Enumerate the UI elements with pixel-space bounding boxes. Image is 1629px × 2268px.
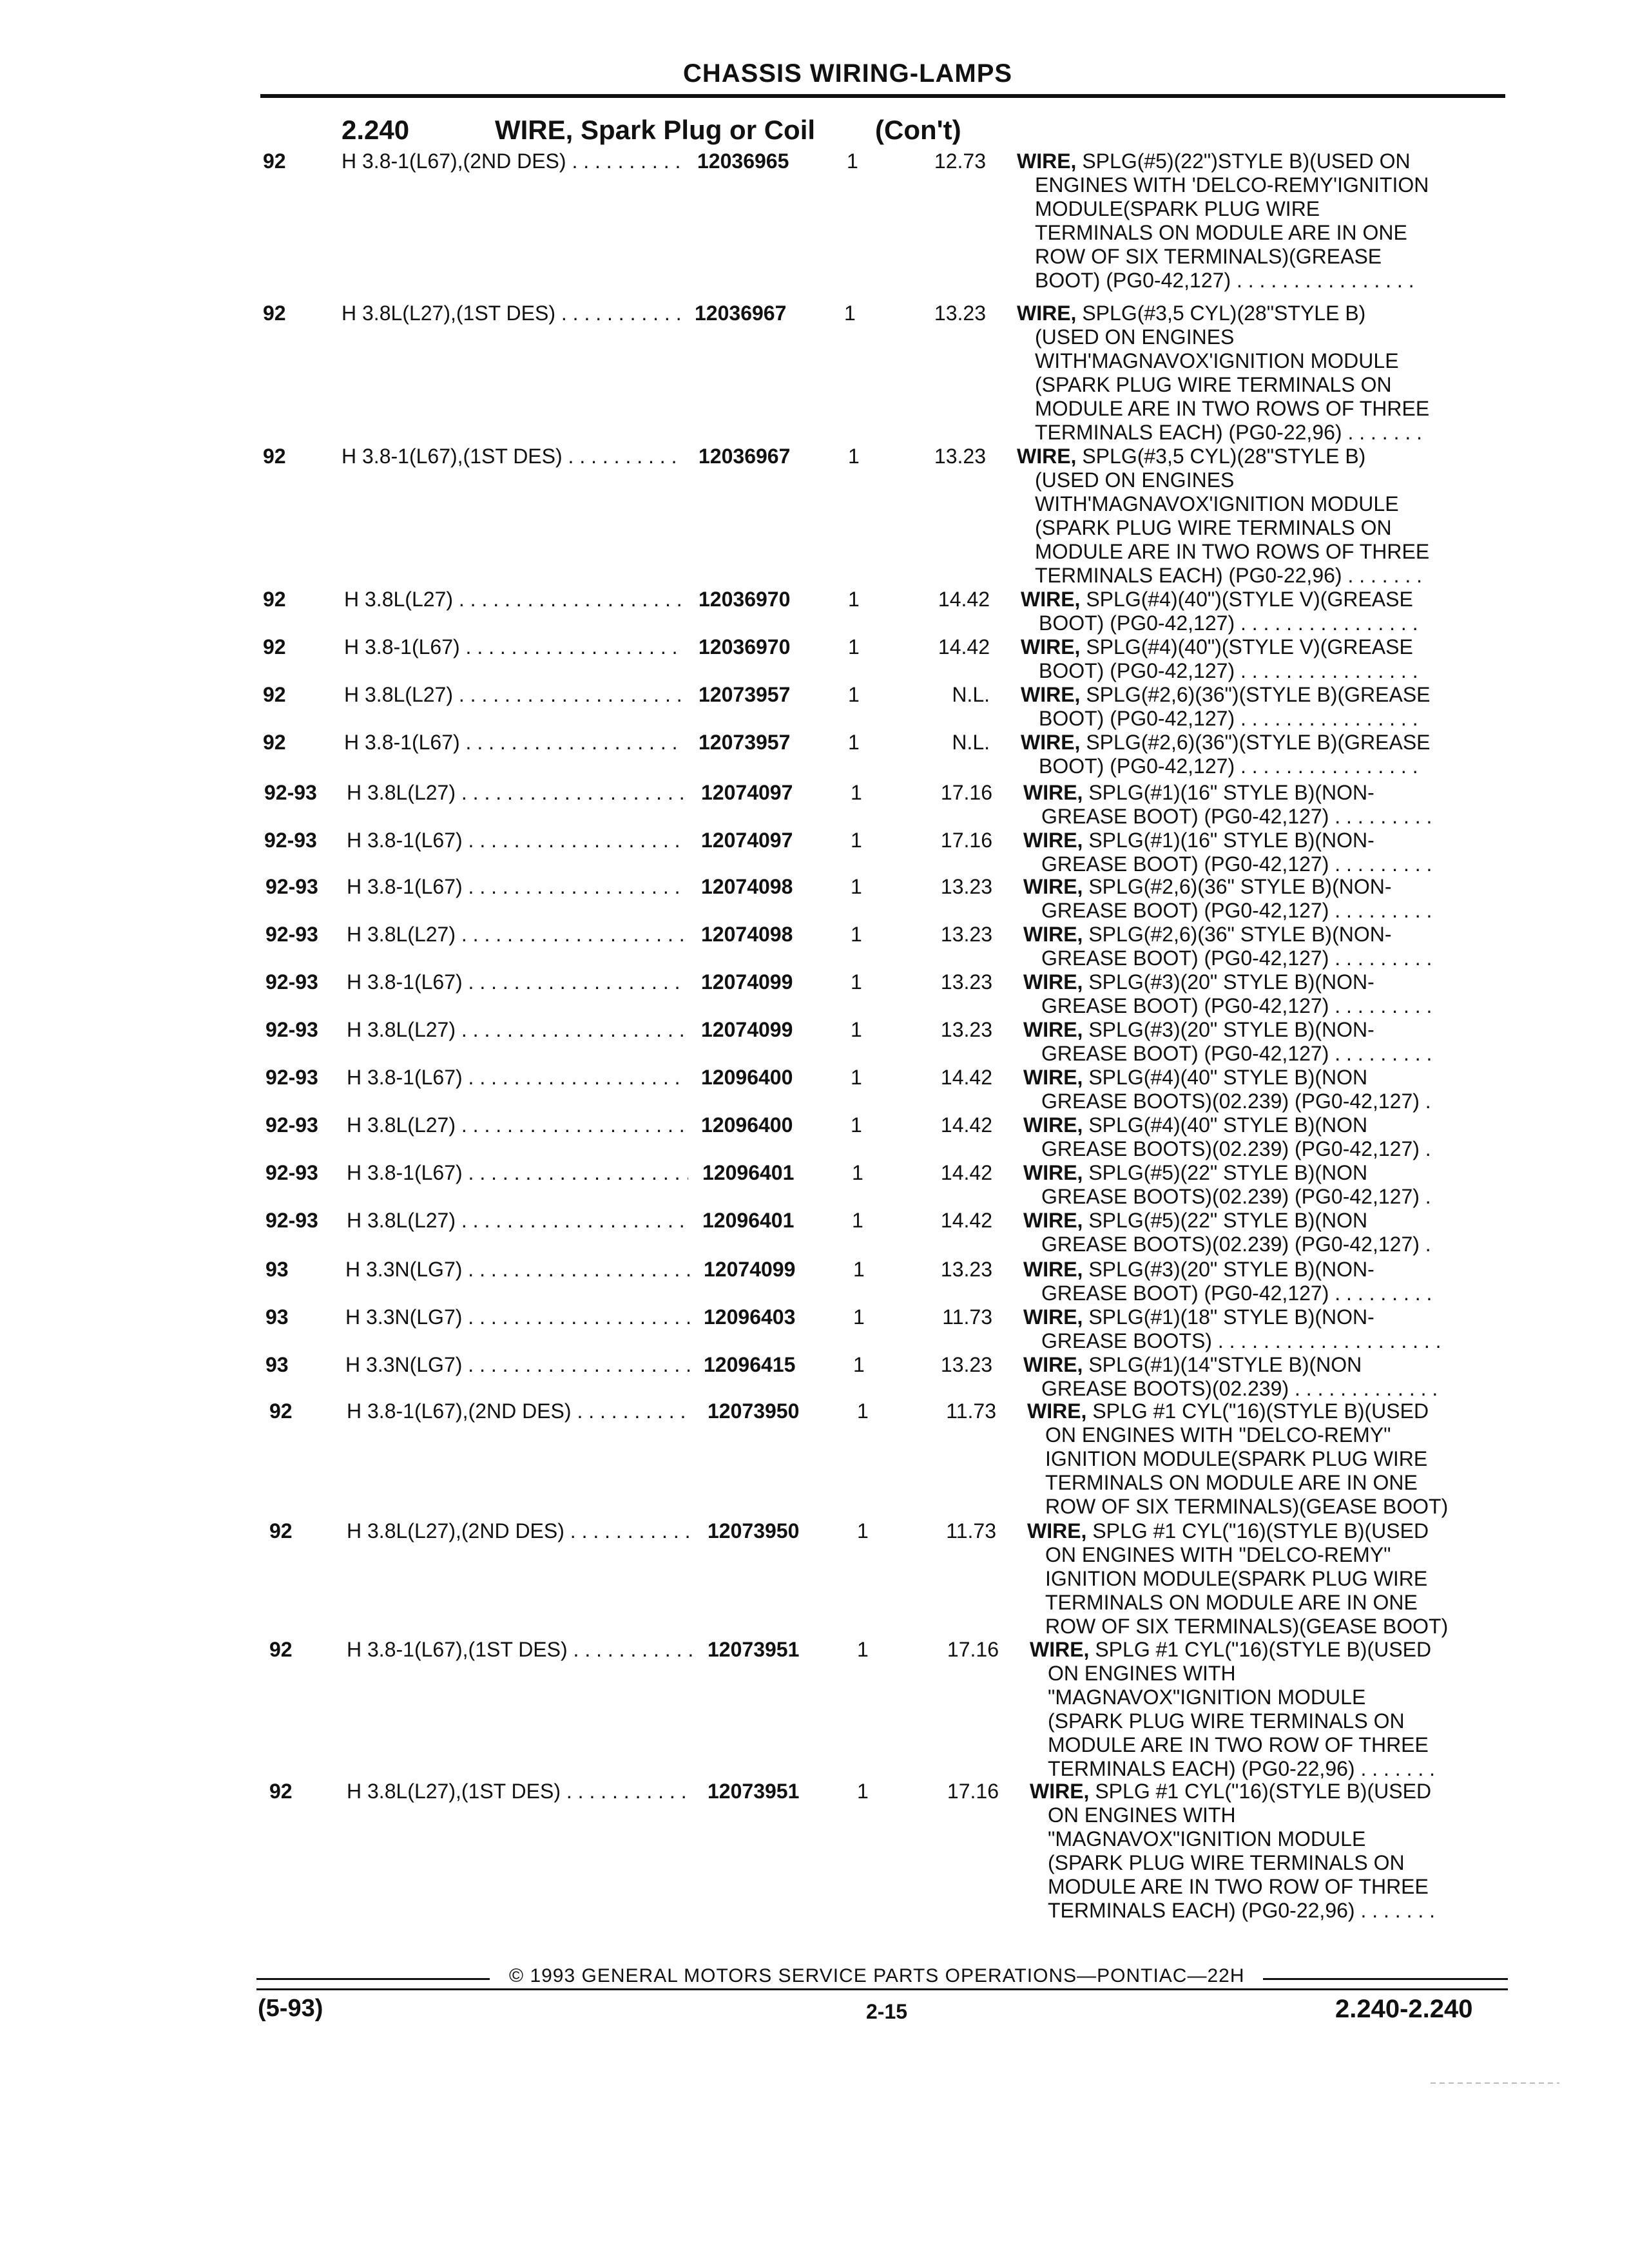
price: 17.16 [940, 829, 992, 852]
description-text: SPLG(#4)(40" STYLE B)(NON [1088, 1113, 1368, 1137]
part-number: 12073951 [708, 1638, 800, 1661]
description-line: GREASE BOOTS)(02.239) (PG0-42,127) . [1041, 1185, 1431, 1208]
part-number: 12096403 [704, 1305, 796, 1329]
description-label: WIRE, [1021, 588, 1081, 611]
description-line: (SPARK PLUG WIRE TERMINALS ON [1035, 516, 1392, 539]
price: 13.23 [940, 1353, 992, 1376]
description-label: WIRE, [1021, 635, 1081, 658]
price: 13.23 [940, 1018, 992, 1041]
model-year: 92 [269, 1519, 293, 1542]
price: 13.23 [940, 875, 992, 898]
description-text: SPLG(#3,5 CYL)(28"STYLE B) [1082, 302, 1366, 325]
description-text: SPLG(#3)(20" STYLE B)(NON- [1088, 1258, 1374, 1281]
quantity: 1 [851, 829, 862, 852]
description-line [1023, 781, 1487, 805]
description-text: SPLG #1 CYL("16)(STYLE B)(USED [1092, 1519, 1429, 1542]
quantity: 1 [853, 1258, 865, 1281]
model-year: 92 [269, 1638, 293, 1661]
description-line [1017, 445, 1481, 468]
application: H 3.3N(LG7) . . . [345, 1353, 689, 1377]
description [1021, 588, 1485, 635]
description-line: TERMINALS EACH) (PG0-22,96) . . . . . . . [1048, 1757, 1436, 1780]
section-number: 2.240 [342, 115, 410, 145]
description-line [1023, 1258, 1487, 1282]
description-label: WIRE, [1023, 1161, 1083, 1184]
page-header-title: CHASSIS WIRING-LAMPS [683, 59, 1013, 88]
description-label: WIRE, [1021, 683, 1081, 706]
application: H 3.8-1(L67) . . . [347, 875, 687, 899]
price: 14.42 [940, 1161, 992, 1184]
description-line: GREASE BOOTS)(02.239) (PG0-42,127) . [1041, 1090, 1431, 1113]
description-line: ON ENGINES WITH [1048, 1803, 1236, 1827]
description-text: SPLG #1 CYL("16)(STYLE B)(USED [1095, 1638, 1432, 1661]
description-line: (SPARK PLUG WIRE TERMINALS ON [1048, 1709, 1405, 1733]
description [1021, 683, 1485, 731]
model-year: 92-93 [265, 1066, 318, 1089]
description-text: SPLG(#1)(14"STYLE B)(NON [1088, 1353, 1362, 1376]
description-text: SPLG(#2,6)(36")(STYLE B)(GREASE [1086, 731, 1431, 754]
description [1023, 1113, 1487, 1161]
part-number: 12074099 [701, 1018, 793, 1041]
description [1030, 1780, 1494, 1923]
description [1023, 829, 1487, 876]
description [1023, 1066, 1487, 1113]
application: H 3.8L(L27) . . . [347, 1209, 688, 1233]
description-text: SPLG(#1)(16" STYLE B)(NON- [1088, 829, 1374, 852]
description-label: WIRE, [1023, 1066, 1083, 1089]
part-number: 12074099 [701, 970, 793, 994]
description-line: ENGINES WITH 'DELCO-REMY'IGNITION [1035, 173, 1429, 197]
description [1023, 1353, 1487, 1401]
description [1023, 1209, 1487, 1256]
price: 14.42 [940, 1066, 992, 1089]
description-text: SPLG(#2,6)(36")(STYLE B)(GREASE [1086, 683, 1431, 706]
description-line: IGNITION MODULE(SPARK PLUG WIRE [1045, 1447, 1428, 1470]
part-number: 12073957 [699, 683, 791, 706]
description-line: (USED ON ENGINES [1035, 468, 1235, 492]
price: 11.73 [946, 1399, 996, 1423]
description-text: SPLG(#2,6)(36" STYLE B)(NON- [1088, 923, 1392, 946]
part-number: 12096415 [704, 1353, 796, 1376]
description [1017, 445, 1481, 588]
description [1023, 1258, 1487, 1305]
model-year: 92-93 [264, 781, 317, 804]
quantity: 1 [851, 923, 862, 946]
description-line: GREASE BOOT) (PG0-42,127) . . . . . . . . . [1041, 852, 1432, 876]
part-number: 12074098 [701, 923, 793, 946]
application: H 3.8L(L27),(1ST DES) . . . [347, 1780, 693, 1803]
quantity: 1 [851, 781, 862, 804]
application: H 3.8-1(L67) . . . [347, 1066, 687, 1090]
description [1027, 1519, 1491, 1639]
quantity: 1 [851, 970, 862, 994]
part-number: 12074097 [701, 781, 793, 804]
scan-artifact [1431, 2082, 1559, 2084]
description-line: GREASE BOOT) (PG0-42,127) . . . . . . . . . [1041, 899, 1432, 922]
quantity: 1 [851, 875, 862, 898]
description-line: GREASE BOOTS)(02.239) (PG0-42,127) . [1041, 1137, 1431, 1160]
part-number: 12096401 [702, 1209, 795, 1232]
description [1021, 635, 1485, 683]
part-number: 12096401 [702, 1161, 795, 1184]
description-line: GREASE BOOT) (PG0-42,127) . . . . . . . . . [1041, 947, 1432, 970]
part-number: 12036967 [699, 445, 791, 468]
price: 13.23 [934, 445, 986, 468]
description-line [1023, 970, 1487, 994]
quantity: 1 [857, 1399, 869, 1423]
application: H 3.8L(L27),(2ND DES) . . . [347, 1519, 693, 1543]
description [1023, 1161, 1487, 1209]
part-number: 12074097 [701, 829, 793, 852]
quantity: 1 [857, 1780, 869, 1803]
quantity: 1 [852, 1161, 863, 1184]
application: H 3.8-1(L67),(2ND DES) . . . [342, 149, 683, 173]
description-label: WIRE, [1023, 1305, 1083, 1329]
quantity: 1 [851, 1018, 862, 1041]
description-line: ROW OF SIX TERMINALS)(GREASE [1035, 245, 1382, 268]
description-line: GREASE BOOT) (PG0-42,127) . . . . . . . . . [1041, 805, 1432, 828]
description-line: TERMINALS ON MODULE ARE IN ONE [1035, 221, 1407, 244]
part-number: 12036965 [697, 149, 789, 173]
model-year: 92-93 [265, 1209, 318, 1232]
application: H 3.8-1(L67) . . . [344, 635, 684, 659]
part-number: 12036970 [699, 635, 791, 658]
footer-rule [256, 1988, 1508, 1990]
description-text: SPLG(#5)(22")STYLE B)(USED ON [1082, 149, 1411, 173]
description-line: BOOT) (PG0-42,127) . . . . . . . . . . . . . . . . [1035, 269, 1414, 292]
description-line: TERMINALS EACH) (PG0-22,96) . . . . . . . [1048, 1899, 1436, 1922]
model-year: 92 [263, 635, 286, 658]
description-line: (SPARK PLUG WIRE TERMINALS ON [1048, 1851, 1405, 1874]
description-line: TERMINALS EACH) (PG0-22,96) . . . . . . . [1035, 421, 1423, 444]
description-line: GREASE BOOTS) . . . . . . . . . . . . . . . . . . . . [1041, 1329, 1441, 1352]
application: H 3.8L(L27) . . . [347, 923, 687, 947]
description [1027, 1399, 1491, 1519]
quantity: 1 [857, 1519, 869, 1542]
part-number: 12074099 [704, 1258, 796, 1281]
description-label: WIRE, [1030, 1780, 1090, 1803]
price: 11.73 [946, 1519, 996, 1542]
footer-rule-right [1263, 1978, 1508, 1980]
description [1023, 970, 1487, 1018]
price: 13.23 [940, 1258, 992, 1281]
header-rule [260, 94, 1505, 98]
quantity: 1 [847, 149, 858, 173]
model-year: 92-93 [265, 1113, 318, 1137]
quantity: 1 [851, 1113, 862, 1137]
part-number: 12073950 [708, 1519, 800, 1542]
application: H 3.8-1(L67),(2ND DES) . . . [347, 1399, 693, 1423]
description-line: IGNITION MODULE(SPARK PLUG WIRE [1045, 1567, 1428, 1590]
part-number: 12036970 [699, 588, 791, 611]
description-line [1021, 683, 1485, 707]
quantity: 1 [857, 1638, 869, 1661]
description-label: WIRE, [1023, 1353, 1083, 1376]
description-line: GREASE BOOT) (PG0-42,127) . . . . . . . . . [1041, 1282, 1432, 1305]
description-line [1017, 149, 1481, 173]
application: H 3.8L(L27) . . . [344, 683, 684, 707]
description-line: MODULE ARE IN TWO ROW OF THREE [1048, 1875, 1429, 1898]
application: H 3.8-1(L67),(1ST DES) . . . [347, 1638, 693, 1662]
part-number: 12073957 [699, 731, 791, 754]
description-line [1027, 1399, 1491, 1423]
application: H 3.3N(LG7) . . . [345, 1258, 689, 1282]
description-line: MODULE ARE IN TWO ROWS OF THREE [1035, 397, 1430, 420]
part-number: 12074098 [701, 875, 793, 898]
quantity: 1 [851, 1066, 862, 1089]
quantity: 1 [848, 683, 860, 706]
description-line: WITH'MAGNAVOX'IGNITION MODULE [1035, 349, 1399, 372]
quantity: 1 [848, 588, 860, 611]
description [1030, 1638, 1494, 1781]
description-line [1023, 1353, 1487, 1377]
description-text: SPLG #1 CYL("16)(STYLE B)(USED [1092, 1399, 1429, 1423]
model-year: 92 [263, 302, 286, 325]
model-year: 92 [263, 445, 286, 468]
revision-date: (5-93) [258, 1995, 323, 2022]
description [1021, 731, 1485, 778]
model-year: 92-93 [265, 923, 318, 946]
description-line: ON ENGINES WITH [1048, 1662, 1236, 1685]
price: 14.42 [940, 1209, 992, 1232]
description-text: SPLG(#1)(16" STYLE B)(NON- [1088, 781, 1374, 804]
description-line: TERMINALS EACH) (PG0-22,96) . . . . . . . [1035, 564, 1423, 587]
page-number: 2-15 [866, 2000, 908, 2023]
description-line: TERMINALS ON MODULE ARE IN ONE [1045, 1591, 1418, 1614]
description-line: ON ENGINES WITH "DELCO-REMY" [1045, 1543, 1391, 1566]
description-line [1021, 588, 1485, 611]
description-line: BOOT) (PG0-42,127) . . . . . . . . . . . . . . . . [1039, 611, 1418, 635]
quantity: 1 [848, 635, 860, 658]
application: H 3.8-1(L67) . . . [344, 731, 684, 754]
price: 13.23 [940, 970, 992, 994]
description-text: SPLG(#5)(22" STYLE B)(NON [1088, 1161, 1368, 1184]
model-year: 92-93 [265, 875, 318, 898]
description-line: (SPARK PLUG WIRE TERMINALS ON [1035, 373, 1392, 396]
model-year: 93 [265, 1353, 289, 1376]
description-line: BOOT) (PG0-42,127) . . . . . . . . . . . . . . . . [1039, 659, 1418, 682]
model-year: 92 [263, 731, 286, 754]
application: H 3.8L(L27) . . . [347, 1018, 687, 1042]
application: H 3.8-1(L67) . . . [347, 1161, 688, 1185]
description-label: WIRE, [1021, 731, 1081, 754]
application: H 3.8-1(L67) . . . [347, 829, 687, 852]
description-line: TERMINALS ON MODULE ARE IN ONE [1045, 1471, 1418, 1494]
part-number: 12036967 [695, 302, 787, 325]
description-line: MODULE ARE IN TWO ROWS OF THREE [1035, 540, 1430, 563]
description-line [1021, 731, 1485, 754]
model-year: 92 [263, 683, 286, 706]
description [1023, 875, 1487, 923]
application: H 3.8L(L27),(1ST DES) . . . [342, 302, 680, 325]
description-label: WIRE, [1023, 1258, 1083, 1281]
quantity: 1 [853, 1305, 865, 1329]
quantity: 1 [853, 1353, 865, 1376]
price: N.L. [952, 683, 990, 706]
price: 14.42 [938, 635, 990, 658]
description-label: WIRE, [1023, 781, 1083, 804]
price: 17.16 [947, 1780, 999, 1803]
application: H 3.8L(L27) . . . [347, 781, 687, 805]
description-line: GREASE BOOTS)(02.239) . . . . . . . . . . . . . [1041, 1377, 1438, 1400]
description-line [1023, 1161, 1487, 1185]
description-text: SPLG(#4)(40")(STYLE V)(GREASE [1086, 635, 1413, 658]
description-text: SPLG(#3)(20" STYLE B)(NON- [1088, 970, 1374, 994]
description-label: WIRE, [1023, 1209, 1083, 1232]
description-line [1030, 1780, 1494, 1803]
model-year: 92-93 [265, 1018, 318, 1041]
description-line [1023, 875, 1487, 899]
description-line: "MAGNAVOX"IGNITION MODULE [1048, 1686, 1366, 1709]
description-line [1027, 1519, 1491, 1543]
model-year: 92 [269, 1399, 293, 1423]
quantity: 1 [848, 731, 860, 754]
description-line [1023, 1113, 1487, 1137]
description [1017, 302, 1481, 445]
quantity: 1 [844, 302, 856, 325]
price: 13.23 [934, 302, 986, 325]
description-line [1023, 1305, 1487, 1329]
description-text: SPLG(#3)(20" STYLE B)(NON- [1088, 1018, 1374, 1041]
application: H 3.8-1(L67),(1ST DES) . . . [342, 445, 684, 468]
part-number: 12073951 [708, 1780, 800, 1803]
description [1023, 781, 1487, 829]
description [1023, 923, 1487, 970]
model-year: 92-93 [265, 1161, 318, 1184]
description-text: SPLG(#5)(22" STYLE B)(NON [1088, 1209, 1368, 1232]
price: 14.42 [938, 588, 990, 611]
description-label: WIRE, [1030, 1638, 1090, 1661]
description-line [1023, 829, 1487, 852]
part-number: 12073950 [708, 1399, 800, 1423]
section-range: 2.240-2.240 [1335, 1995, 1473, 2023]
description-line: MODULE ARE IN TWO ROW OF THREE [1048, 1733, 1429, 1756]
footer-rule-left [256, 1978, 490, 1980]
price: 11.73 [942, 1305, 992, 1329]
description-label: WIRE, [1017, 149, 1077, 173]
model-year: 92 [269, 1780, 293, 1803]
description-line: ROW OF SIX TERMINALS)(GEASE BOOT) [1045, 1495, 1449, 1518]
description-line [1023, 1209, 1487, 1233]
description-line: "MAGNAVOX"IGNITION MODULE [1048, 1827, 1366, 1850]
part-number: 12096400 [701, 1066, 793, 1089]
description-line: ROW OF SIX TERMINALS)(GEASE BOOT) [1045, 1615, 1449, 1638]
description-text: SPLG(#3,5 CYL)(28"STYLE B) [1082, 445, 1366, 468]
description-line: GREASE BOOT) (PG0-42,127) . . . . . . . . . [1041, 1042, 1432, 1065]
description-label: WIRE, [1023, 829, 1083, 852]
description-label: WIRE, [1017, 445, 1077, 468]
description-text: SPLG(#4)(40" STYLE B)(NON [1088, 1066, 1368, 1089]
price: 12.73 [934, 149, 986, 173]
quantity: 1 [848, 445, 860, 468]
description-line [1023, 1018, 1487, 1042]
description [1023, 1018, 1487, 1066]
description-text: SPLG(#1)(18" STYLE B)(NON- [1088, 1305, 1374, 1329]
price: N.L. [952, 731, 990, 754]
application: H 3.8L(L27) . . . [344, 588, 684, 611]
price: 17.16 [947, 1638, 999, 1661]
description-label: WIRE, [1023, 875, 1083, 898]
section-title: WIRE, Spark Plug or Coil [495, 115, 816, 145]
application: H 3.8L(L27) . . . [347, 1113, 687, 1137]
description-line: GREASE BOOTS)(02.239) (PG0-42,127) . [1041, 1233, 1431, 1256]
description-text: SPLG #1 CYL("16)(STYLE B)(USED [1095, 1780, 1432, 1803]
description-line: GREASE BOOT) (PG0-42,127) . . . . . . . . . [1041, 994, 1432, 1017]
description-line: BOOT) (PG0-42,127) . . . . . . . . . . . . . . . . [1039, 707, 1418, 730]
description-line [1017, 302, 1481, 325]
model-year: 93 [265, 1258, 289, 1281]
section-continued: (Con't) [875, 115, 961, 145]
description-line [1023, 1066, 1487, 1090]
description [1023, 1305, 1487, 1353]
quantity: 1 [852, 1209, 863, 1232]
model-year: 92 [263, 149, 286, 173]
description-line [1021, 635, 1485, 659]
price: 13.23 [940, 923, 992, 946]
price: 17.16 [940, 781, 992, 804]
description-line: BOOT) (PG0-42,127) . . . . . . . . . . . . . . . . [1039, 754, 1418, 778]
description-line: MODULE(SPARK PLUG WIRE [1035, 197, 1320, 220]
description-label: WIRE, [1023, 970, 1083, 994]
model-year: 92-93 [264, 829, 317, 852]
description [1017, 149, 1481, 293]
description-label: WIRE, [1017, 302, 1077, 325]
description-line [1023, 923, 1487, 947]
description-line: WITH'MAGNAVOX'IGNITION MODULE [1035, 492, 1399, 515]
copyright-notice: © 1993 GENERAL MOTORS SERVICE PARTS OPERATIONS—PONTIAC—22H [509, 1965, 1245, 1986]
description-label: WIRE, [1023, 1113, 1083, 1137]
description-label: WIRE, [1027, 1399, 1087, 1423]
description-label: WIRE, [1027, 1519, 1087, 1542]
description-label: WIRE, [1023, 923, 1083, 946]
application: H 3.3N(LG7) . . . [345, 1305, 689, 1329]
description-line: ON ENGINES WITH "DELCO-REMY" [1045, 1423, 1391, 1446]
part-number: 12096400 [701, 1113, 793, 1137]
description-text: SPLG(#2,6)(36" STYLE B)(NON- [1088, 875, 1392, 898]
description-line: (USED ON ENGINES [1035, 325, 1235, 349]
description-text: SPLG(#4)(40")(STYLE V)(GREASE [1086, 588, 1413, 611]
description-label: WIRE, [1023, 1018, 1083, 1041]
application: H 3.8-1(L67) . . . [347, 970, 687, 994]
description-line [1030, 1638, 1494, 1662]
model-year: 93 [265, 1305, 289, 1329]
model-year: 92-93 [265, 970, 318, 994]
price: 14.42 [940, 1113, 992, 1137]
model-year: 92 [263, 588, 286, 611]
